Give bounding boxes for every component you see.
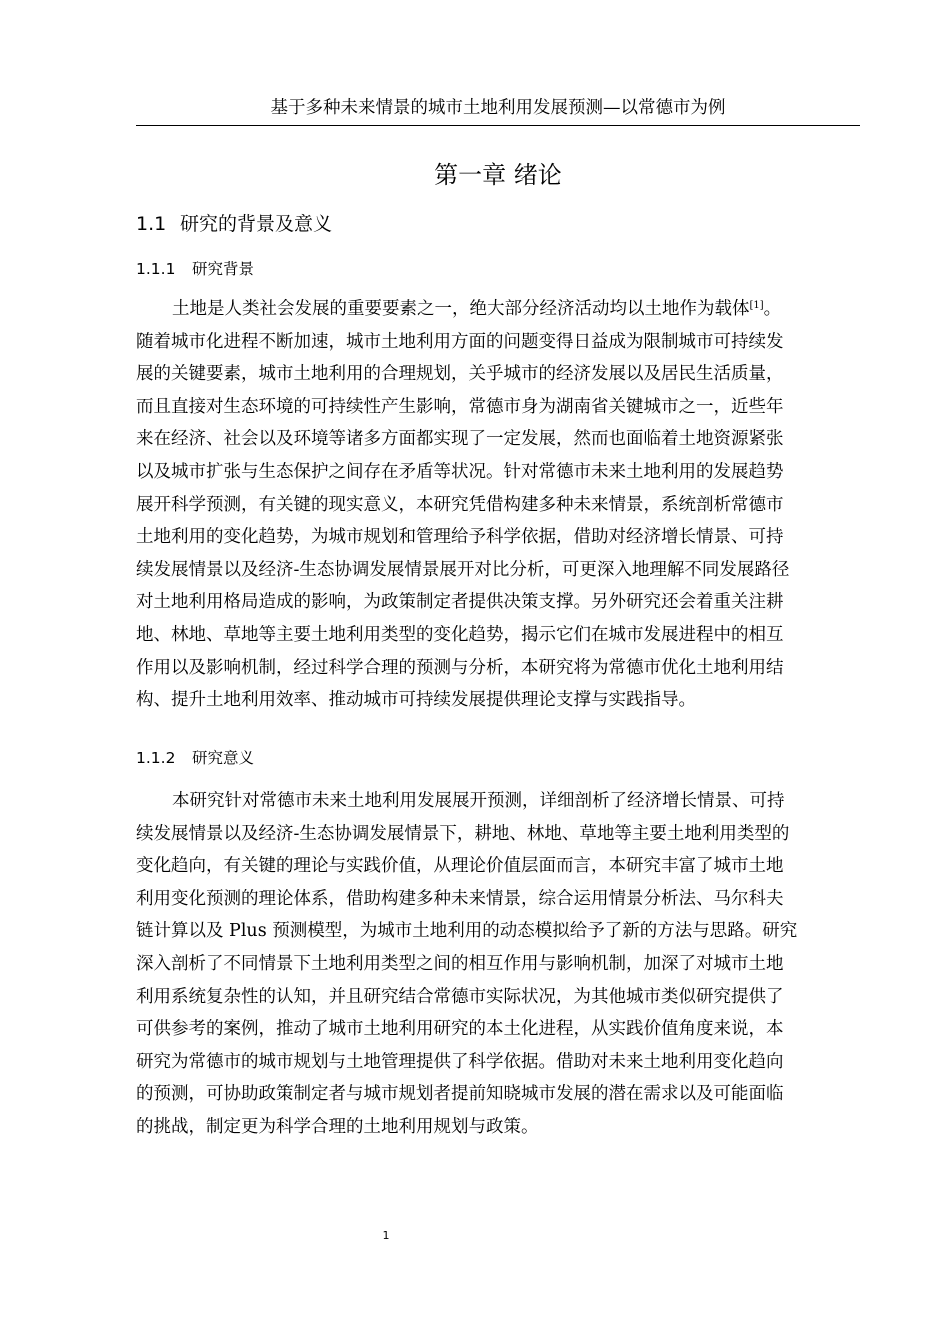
paragraph-line: 而且直接对生态环境的可持续性产生影响，常德市身为湖南省关键城市之一，近些年 bbox=[136, 396, 784, 417]
section-title: 研究的背景及意义 bbox=[180, 213, 333, 235]
paragraph-line: 以及城市扩张与生态保护之间存在矛盾等状况。针对常德市未来土地利用的发展趋势 bbox=[136, 461, 784, 482]
paragraph-line: 构、提升土地利用效率、推动城市可持续发展提供理论支撑与实践指导。 bbox=[136, 690, 696, 711]
line-text: 土地是人类社会发展的重要要素之一，绝大部分经济活动均以土地作为载体 bbox=[172, 299, 750, 319]
paragraph-line: 随着城市化进程不断加速，城市土地利用方面的问题变得日益成为限制城市可持续发 bbox=[136, 331, 784, 352]
header-rule bbox=[136, 125, 860, 126]
chapter-title: 第一章 绪论 bbox=[434, 161, 562, 189]
paragraph-line: 利用系统复杂性的认知，并且研究结合常德市实际状况，为其他城市类似研究提供了 bbox=[136, 986, 784, 1007]
page-number: 1 bbox=[382, 1229, 390, 1242]
paragraph-line: 利用变化预测的理论体系，借助构建多种未来情景，综合运用情景分析法、马尔科夫 bbox=[136, 888, 784, 909]
subsection-number: 1.1.1 bbox=[136, 260, 176, 278]
subsection-title: 研究意义 bbox=[192, 749, 255, 767]
line-end: 。 bbox=[763, 299, 782, 319]
section-number: 1.1 bbox=[136, 213, 167, 235]
paragraph-line: 研究为常德市的城市规划与土地管理提供了科学依据。借助对未来土地利用变化趋向 bbox=[136, 1051, 784, 1072]
paragraph-line: 本研究针对常德市未来土地利用发展展开预测，详细剖析了经济增长情景、可持 bbox=[172, 791, 785, 811]
subsection-heading-1-1-2 bbox=[136, 747, 254, 769]
paragraph-line: 展的关键要素，城市土地利用的合理规划，关乎城市的经济发展以及居民生活质量， bbox=[136, 364, 784, 385]
paragraph-line: 展开科学预测，有关键的现实意义，本研究凭借构建多种未来情景，系统剖析常德市 bbox=[136, 494, 784, 515]
subsection-title: 研究背景 bbox=[192, 260, 255, 278]
paragraph-line: 续发展情景以及经济-生态协调发展情景下，耕地、林地、草地等主要土地利用类型的 bbox=[136, 823, 790, 844]
paragraph-line: 的挑战，制定更为科学合理的土地利用规划与政策。 bbox=[136, 1116, 539, 1137]
paragraph-line: 深入剖析了不同情景下土地利用类型之间的相互作用与影响机制，加深了对城市土地 bbox=[136, 953, 784, 974]
paragraph-line: 来在经济、社会以及环境等诸多方面都实现了一定发展，然而也面临着土地资源紧张 bbox=[136, 429, 784, 450]
citation-marker[interactable]: [1] bbox=[749, 300, 764, 311]
paragraph-line: 可供参考的案例，推动了城市土地利用研究的本土化进程，从实践价值角度来说，本 bbox=[136, 1019, 784, 1040]
subsection-heading-1-1-1 bbox=[136, 258, 254, 280]
paragraph-line: 地、林地、草地等主要土地利用类型的变化趋势，揭示它们在城市发展进程中的相互 bbox=[136, 624, 784, 645]
paragraph-line: 作用以及影响机制，经过科学合理的预测与分析，本研究将为常德市优化土地利用结 bbox=[136, 657, 784, 678]
paragraph-line bbox=[136, 293, 860, 326]
paragraph-line: 土地利用的变化趋势，为城市规划和管理给予科学依据，借助对经济增长情景、可持 bbox=[136, 527, 784, 548]
paragraph-line: 对土地利用格局造成的影响，为政策制定者提供决策支撑。另外研究还会着重关注耕 bbox=[136, 592, 784, 613]
running-header: 基于多种未来情景的城市土地利用发展预测—以常德市为例 bbox=[270, 98, 726, 118]
paragraph-line: 链计算以及 Plus 预测模型，为城市土地利用的动态模拟给予了新的方法与思路。研究 bbox=[136, 921, 798, 942]
paragraph-line: 变化趋向，有关键的理论与实践价值，从理论价值层面而言，本研究丰富了城市土地 bbox=[136, 856, 784, 877]
significance-paragraph bbox=[136, 785, 860, 1144]
paragraph-line: 的预测，可协助政策制定者与城市规划者提前知晓城市发展的潜在需求以及可能面临 bbox=[136, 1084, 784, 1105]
background-paragraph bbox=[136, 293, 860, 717]
paragraph-line: 续发展情景以及经济-生态协调发展情景展开对比分析，可更深入地理解不同发展路径 bbox=[136, 559, 790, 580]
subsection-number: 1.1.2 bbox=[136, 749, 176, 767]
section-heading-1-1 bbox=[136, 210, 332, 238]
